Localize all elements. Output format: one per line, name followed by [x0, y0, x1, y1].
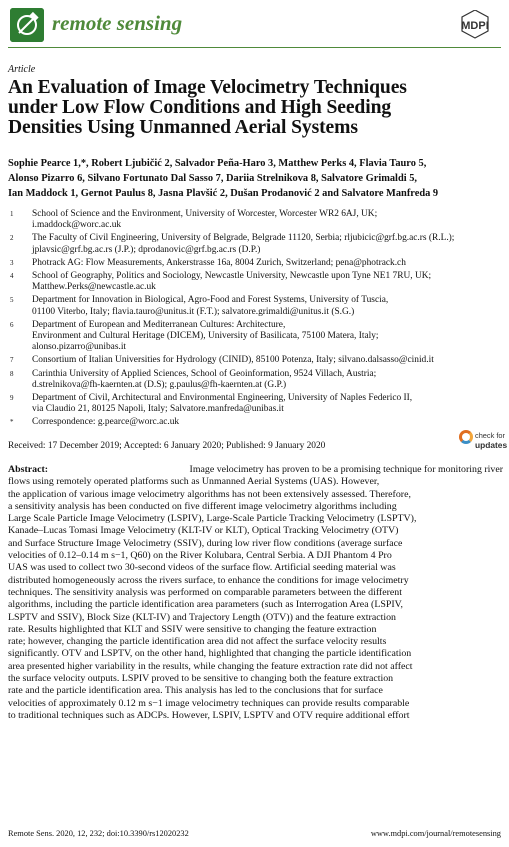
affiliation-line: Consortium of Italian Universities for Hydrology (CINID), 85100 Potenza, Italy; silvano.dalsasso@cinid.it [32, 355, 434, 366]
affiliation-line: Department of European and Mediterranean Cultures: Architecture, [32, 319, 286, 330]
abstract-line: Kanade–Lucas Tomasi Image Velocimetry (KLT-IV or KLT), Optical Tracking Velocimetry (OTV) [8, 525, 399, 537]
affiliation-line: 01100 Viterbo, Italy; flavia.tauro@unitus.it (F.T.); salvatore.grimaldi@unitus.it (S.G.) [32, 306, 355, 317]
abstract-line: a sensitivity analysis has been conducted on five different image velocimetry algorithms including [8, 500, 397, 512]
affiliation-item [8, 258, 503, 269]
affiliation-item [8, 393, 503, 415]
abstract-line: UAS was used to collect two 30-second videos of the surface flow. Artificial seeding material was [8, 562, 396, 574]
abstract-line: flows using remotely operated platforms such as Unmanned Aerial Systems (UAS). However, [8, 476, 380, 488]
abstract-label: Abstract: [8, 464, 49, 475]
check-updates-line1: check for [475, 431, 505, 440]
abstract-line: LSPTV and SSIV), Block Size (KLT-IV) and Trajectory Length (OTV)) and the feature extraction [8, 611, 396, 623]
check-updates-line2: updates [475, 440, 508, 450]
title-line: An Evaluation of Image Velocimetry Techniques [8, 77, 407, 98]
affiliation-number: 3 [10, 258, 14, 267]
abstract-line: distributed homogeneously across the rivers surface, to enhance the conditions for image velocimetry [8, 574, 409, 586]
check-updates-icon [459, 430, 473, 444]
affiliation-email[interactable]: Matthew.Perks@newcastle.ac.uk [32, 282, 156, 293]
affiliation-number: 5 [10, 296, 14, 305]
journal-logo-icon [10, 8, 44, 42]
affiliation-line: jplavsic@grf.bg.ac.rs (J.P.); dprodanovic@grf.bg.ac.rs (D.P.) [32, 244, 261, 255]
abstract-line: the application of various image velocimetry algorithms has not been extensively assessed. Therefore, [8, 488, 411, 500]
affiliation-item [8, 369, 503, 391]
affiliation-number: 1 [10, 210, 14, 218]
publisher-logo-icon [449, 10, 501, 40]
correspondence-marker: * [10, 418, 14, 427]
correspondence-line[interactable]: Correspondence: g.pearce@worc.ac.uk [32, 417, 180, 428]
affiliation-list [8, 209, 503, 431]
abstract-line: velocities of 0.12–0.14 m s−1, Q60) on the River Kolubara, Central Serbia. A DJI Phantom 4 Pro [8, 550, 392, 562]
abstract-line: rate and the particle identification area. This analysis has led to the conclusions that for surface [8, 685, 383, 697]
affiliation-number: 8 [10, 369, 14, 378]
affiliation-item [8, 209, 503, 231]
affiliation-number: 9 [10, 394, 14, 403]
affiliation-line: Department of Civil, Architectural and Environmental Engineering, University of Naples Federico II, [32, 393, 413, 404]
header-divider [8, 47, 501, 48]
abstract-line: the surface velocity outputs. LSPIV proved to be sensitive to changing both the feature extraction [8, 673, 394, 685]
affiliation-line: Environment and Cultural Heritage (DICEM), University of Basilicata, 75100 Matera, Italy; [32, 331, 379, 342]
footer-url-link[interactable]: www.mdpi.com/journal/remotesensing [370, 829, 501, 838]
abstract-line-text: Image velocimetry has proven to be a promising technique for monitoring river [189, 464, 503, 475]
author-line: Sophie Pearce 1,*, Robert Ljubičić 2, Salvador Peña-Haro 3, Matthew Perks 4, Flavia Tauro 5, [8, 158, 427, 169]
affiliation-line: School of Science and the Environment, University of Worcester, Worcester WR2 6AJ, UK; [32, 209, 378, 219]
affiliation-line: Carinthia University of Applied Sciences, School of Geoinformation, 9524 Villach, Austria; [32, 368, 377, 379]
abstract-line: to traditional techniques such as ADCPs. However, LSPIV, LSPTV and OTV require additional effort [8, 709, 410, 721]
title-line: under Low Flow Conditions and High Seeding [8, 97, 392, 118]
check-for-updates-badge[interactable] [459, 430, 508, 458]
author-list [8, 156, 503, 201]
abstract-line: rate; however, changing the particle identification area did not affect the surface velocity results [8, 636, 387, 648]
affiliation-item [8, 295, 503, 317]
abstract-line [8, 464, 503, 476]
affiliation-line: Department for Innovation in Biological, Agro-Food and Forest Systems, University of Tuscia, [32, 295, 389, 306]
affiliation-email[interactable]: alonso.pizarro@unibas.it [32, 342, 127, 353]
author-line: Alonso Pizarro 6, Silvano Fortunato Dal Sasso 7, Dariia Strelnikova 8, Salvatore Grimaldi 5, [8, 173, 417, 184]
affiliation-number: 7 [10, 356, 14, 365]
abstract-line: and Surface Structure Image Velocimetry (SSIV), during low river flow conditions (average surface [8, 537, 403, 549]
publisher-name: MDPI [461, 20, 489, 32]
article-type: Article [8, 64, 36, 75]
affiliation-line: School of Geography, Politics and Sociology, Newcastle University, Newcastle upon Tyne NE1 7RU, UK; [32, 271, 432, 282]
abstract-line: significantly. OTV and LSPTV, on the other hand, highlighted that changing the particle identification [8, 648, 412, 660]
affiliation-number: 4 [10, 272, 14, 281]
affiliation-item [8, 320, 503, 354]
journal-name: remote sensing [52, 11, 183, 35]
affiliation-item [8, 233, 503, 255]
affiliation-line: d.strelnikova@fh-kaernten.at (D.S); g.paulus@fh-kaernten.at (G.P.) [32, 379, 287, 390]
abstract-line: velocities of approximately 0.12 m s−1 image velocimetry techniques can provide results comparable [8, 697, 410, 709]
title-line: Densities Using Unmanned Aerial Systems [8, 117, 358, 138]
abstract-line: algorithms, including the particle identification area parameters (such as Interrogation Area (LSPIV, [8, 599, 403, 611]
publication-dates: Received: 17 December 2019; Accepted: 6 January 2020; Published: 9 January 2020 [8, 441, 326, 451]
affiliation-number: 2 [10, 234, 14, 243]
footer-citation: Remote Sens. 2020, 12, 232; doi:10.3390/rs12020232 [8, 829, 189, 838]
abstract-line: rate. Results highlighted that KLT and SSIV were sensitive to changing the feature extraction [8, 623, 377, 635]
abstract-line: area presented higher variability in the results, while changing the feature extraction rate did not affect [8, 660, 413, 672]
correspondence-item [8, 417, 503, 428]
author-line: Ian Maddock 1, Gernot Paulus 8, Jasna Plavšić 2, Dušan Prodanović 2 and Salvatore Manfreda 9 [8, 188, 439, 199]
article-title [8, 78, 498, 138]
abstract-line: Large Scale Particle Image Velocimetry (LSPIV), Large-Scale Particle Tracking Velocimetry (LSPTV), [8, 513, 417, 525]
affiliation-line: The Faculty of Civil Engineering, University of Belgrade, Belgrade 11120, Serbia; rljubicic@grf.bg.ac.rs (R.L.); [32, 233, 455, 244]
affiliation-email[interactable]: i.maddock@worc.ac.uk [32, 220, 122, 231]
abstract-line: techniques. The sensitivity analysis was performed on comparable parameters between the different [8, 586, 402, 598]
affiliation-line: via Claudio 21, 80125 Napoli, Italy; Salvatore.manfreda@unibas.it [32, 404, 284, 415]
affiliation-item [8, 271, 503, 293]
affiliation-line: Photrack AG: Flow Measurements, Ankerstrasse 16a, 8004 Zurich, Switzerland; pena@photrack.ch [32, 257, 406, 268]
abstract [8, 464, 503, 722]
affiliation-item [8, 355, 503, 366]
affiliation-number: 6 [10, 320, 14, 329]
